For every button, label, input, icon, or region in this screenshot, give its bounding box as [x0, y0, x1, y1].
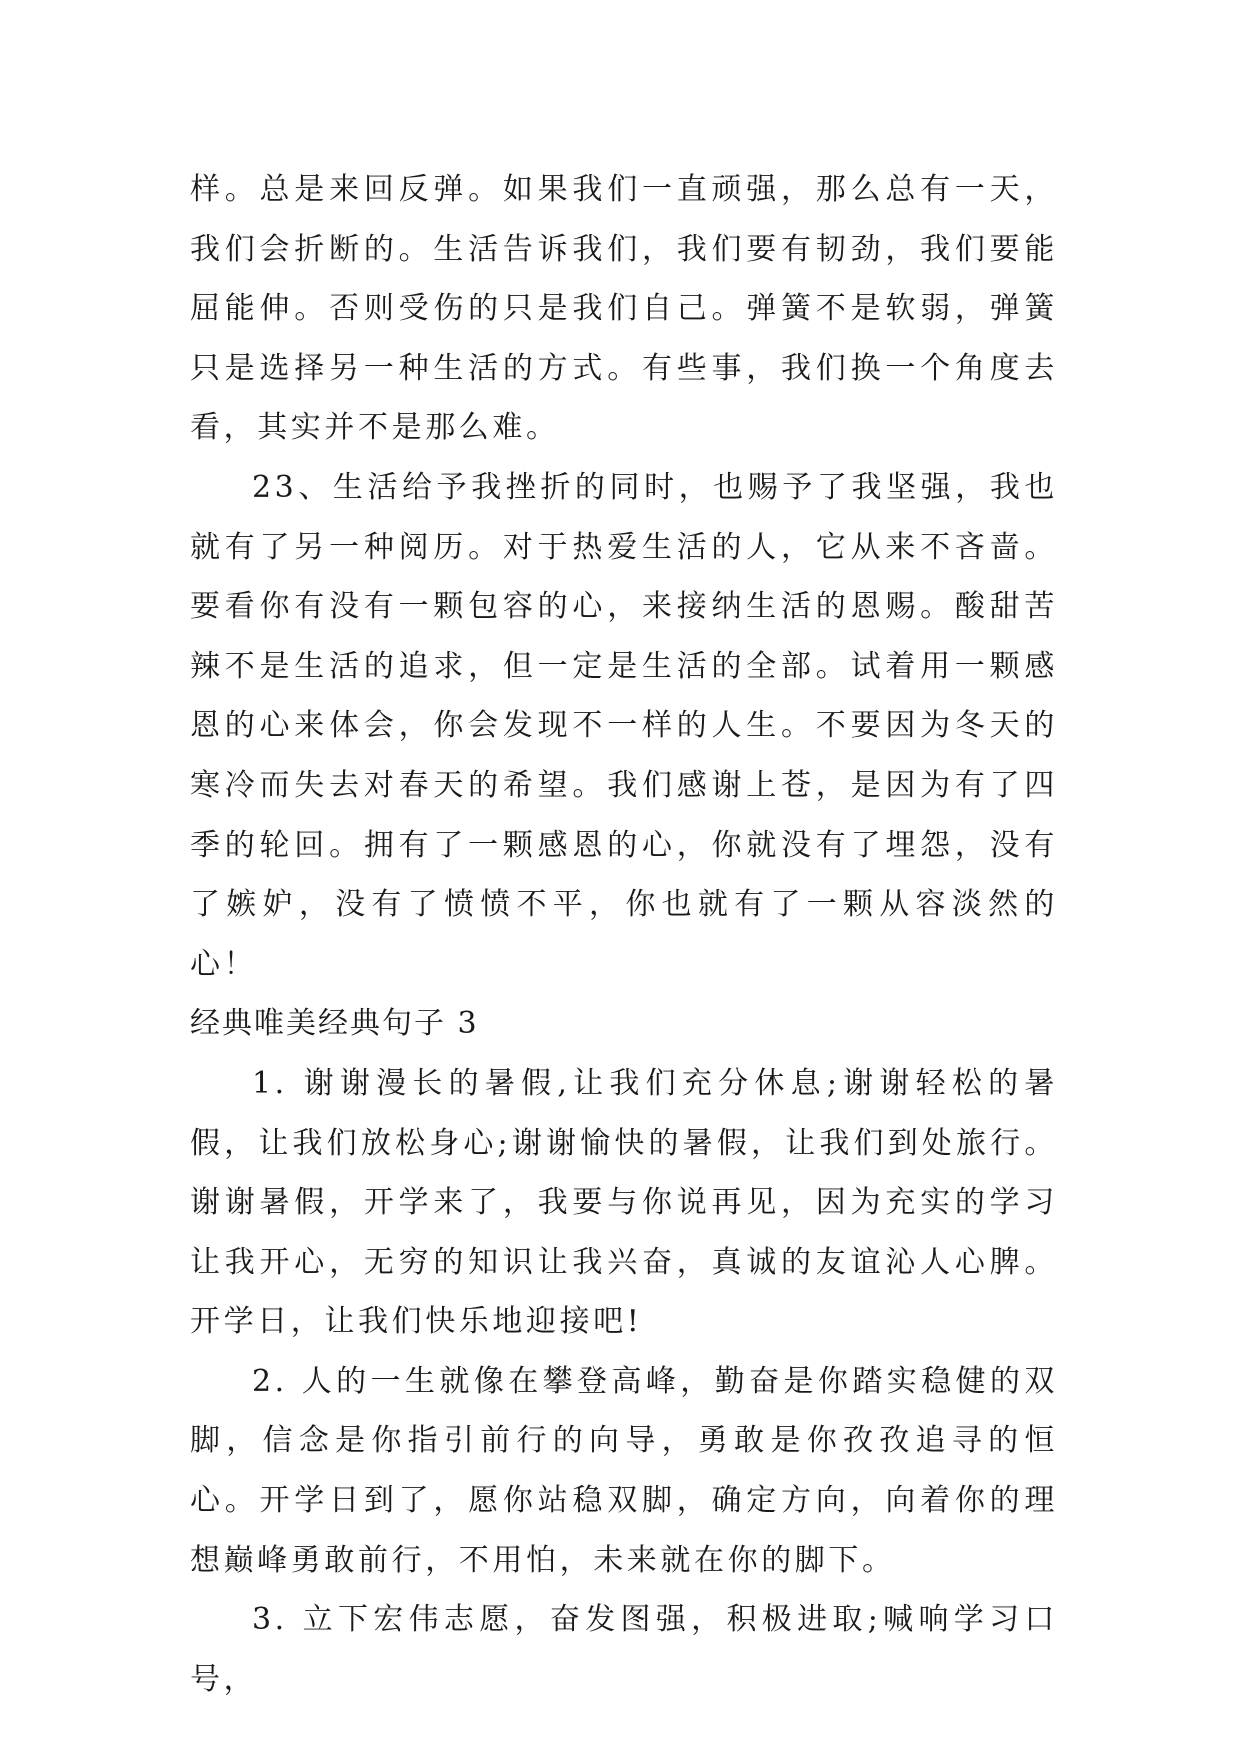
- section-heading: 经典唯美经典句子 3: [190, 1006, 479, 1042]
- paragraph-continuation: 样。总是来回反弹。如果我们一直顽强，那么总有一天，我们会折断的。生活告诉我们，我们要有韧劲，我们要能屈能伸。否则受伤的只是我们自己。弹簧不是软弱，弹簧只是选择另一种生活的方式。有些事，我们换一个角度去看，其实并不是那么难。: [190, 172, 1058, 446]
- list-item-2: 2. 人的一生就像在攀登高峰，勤奋是你踏实稳健的双脚，信念是你指引前行的向导，勇敢是你孜孜追寻的恒心。开学日到了，愿你站稳双脚，确定方向，向着你的理想巅峰勇敢前行，不用怕，未来就在你的脚下。: [190, 1363, 1058, 1578]
- list-item-3: 3. 立下宏伟志愿，奋发图强，积极进取;喊响学习口号，: [190, 1602, 1058, 1697]
- document-page: [190, 160, 1058, 1709]
- paragraph-23: 23、生活给予我挫折的同时，也赐予了我坚强，我也就有了另一种阅历。对于热爱生活的人，它从来不吝啬。 要看你有没有一颗包容的心，来接纳生活的恩赐。酸甜苦辣不是生活的追求，但一定是生活的全部。试着用一颗感恩的心来体会，你会发现不一样的人生。不要因为冬天的寒冷而失去对春天的希望。我们感谢上苍，是因为有了四季的轮回。拥有了一颗感恩的心，你就没有了埋怨，没有了嫉妒，没有了愤愤不平，你也就有了一颗从容淡然的心！: [190, 469, 1058, 982]
- list-item-1: 1. 谢谢漫长的暑假,让我们充分休息;谢谢轻松的暑假，让我们放松身心;谢谢愉快的暑假，让我们到处旅行。谢谢暑假，开学来了，我要与你说再见，因为充实的学习让我开心，无穷的知识让我兴奋，真诚的友谊沁人心脾。开学日，让我们快乐地迎接吧!: [190, 1065, 1058, 1340]
